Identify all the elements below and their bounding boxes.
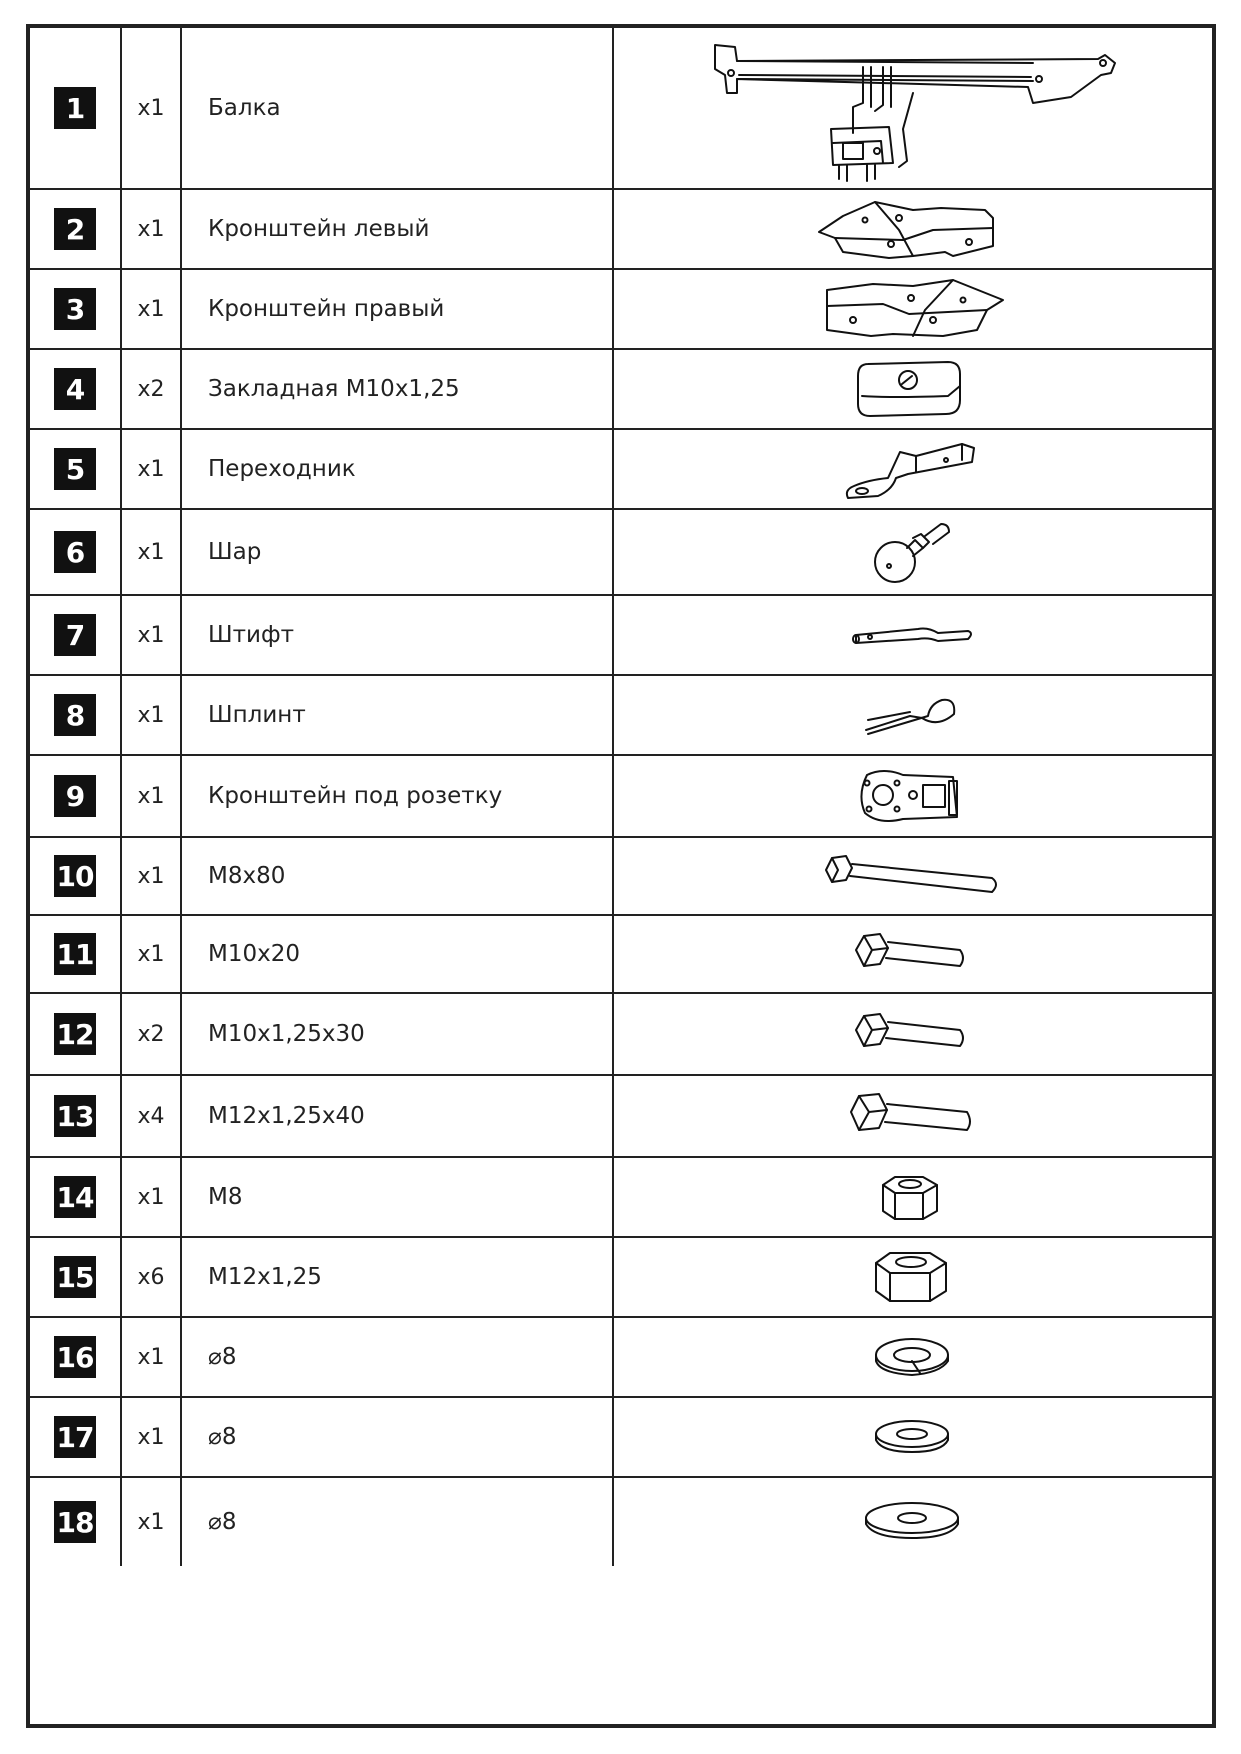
pin-icon [848, 615, 978, 655]
part-number: 16 [54, 1336, 96, 1378]
part-name: ⌀8 [182, 1318, 614, 1396]
part-number: 18 [54, 1501, 96, 1543]
tow-beam-icon [703, 33, 1123, 183]
part-name: М12х1,25х40 [182, 1076, 614, 1156]
part-number: 2 [54, 208, 96, 250]
long-bolt-icon [818, 846, 1008, 906]
table-row [30, 190, 1212, 270]
part-number: 15 [54, 1256, 96, 1298]
table-row [30, 1158, 1212, 1238]
part-quantity: x2 [122, 350, 182, 428]
table-row [30, 28, 1212, 190]
large-flat-washer-icon [858, 1494, 968, 1550]
left-bracket-icon [813, 194, 1013, 264]
part-quantity: x1 [122, 838, 182, 914]
tow-ball-icon [863, 514, 963, 590]
cotter-pin-icon [858, 690, 968, 740]
large-bolt-icon [843, 1084, 983, 1148]
part-name: Штифт [182, 596, 614, 674]
part-quantity: x1 [122, 430, 182, 508]
table-row [30, 510, 1212, 596]
bolt-icon [848, 1004, 978, 1064]
table-row [30, 350, 1212, 430]
large-hex-nut-icon [868, 1245, 958, 1309]
table-row [30, 838, 1212, 916]
table-row [30, 1478, 1212, 1728]
spring-washer-icon [868, 1329, 958, 1385]
parts-list-table [26, 24, 1216, 1728]
part-name: Балка [182, 28, 614, 188]
socket-bracket-icon [853, 761, 973, 831]
part-name: ⌀8 [182, 1478, 614, 1566]
part-quantity: x1 [122, 596, 182, 674]
part-quantity: x1 [122, 1158, 182, 1236]
table-row [30, 1238, 1212, 1318]
part-number: 4 [54, 368, 96, 410]
part-quantity: x4 [122, 1076, 182, 1156]
part-number: 11 [54, 933, 96, 975]
part-number: 13 [54, 1095, 96, 1137]
part-name: Кронштейн левый [182, 190, 614, 268]
table-row [30, 270, 1212, 350]
part-name: ⌀8 [182, 1398, 614, 1476]
part-quantity: x6 [122, 1238, 182, 1316]
part-number: 6 [54, 531, 96, 573]
table-row [30, 916, 1212, 994]
part-name: М10х20 [182, 916, 614, 992]
table-row [30, 994, 1212, 1076]
part-name: Шар [182, 510, 614, 594]
adapter-icon [838, 434, 988, 504]
part-number: 17 [54, 1416, 96, 1458]
part-quantity: x1 [122, 916, 182, 992]
table-row [30, 1076, 1212, 1158]
part-number: 9 [54, 775, 96, 817]
table-row [30, 676, 1212, 756]
part-number: 10 [54, 855, 96, 897]
hex-nut-icon [873, 1167, 953, 1227]
part-name: Кронштейн правый [182, 270, 614, 348]
table-row [30, 596, 1212, 676]
part-quantity: x1 [122, 756, 182, 836]
part-number: 7 [54, 614, 96, 656]
part-name: Закладная М10х1,25 [182, 350, 614, 428]
part-name: М8х80 [182, 838, 614, 914]
part-name: Переходник [182, 430, 614, 508]
part-name: Кронштейн под розетку [182, 756, 614, 836]
part-name: М12х1,25 [182, 1238, 614, 1316]
part-number: 3 [54, 288, 96, 330]
part-name: М10х1,25х30 [182, 994, 614, 1074]
table-row [30, 1318, 1212, 1398]
bolt-icon [848, 924, 978, 984]
part-quantity: x1 [122, 1318, 182, 1396]
insert-nut-plate-icon [848, 356, 978, 422]
part-number: 8 [54, 694, 96, 736]
part-quantity: x1 [122, 676, 182, 754]
part-quantity: x1 [122, 1398, 182, 1476]
part-quantity: x1 [122, 28, 182, 188]
part-number: 5 [54, 448, 96, 490]
table-row [30, 1398, 1212, 1478]
part-quantity: x1 [122, 190, 182, 268]
right-bracket-icon [813, 274, 1013, 344]
part-quantity: x2 [122, 994, 182, 1074]
part-quantity: x1 [122, 270, 182, 348]
flat-washer-icon [868, 1412, 958, 1462]
part-quantity: x1 [122, 1478, 182, 1566]
part-number: 14 [54, 1176, 96, 1218]
part-number: 1 [54, 87, 96, 129]
part-name: М8 [182, 1158, 614, 1236]
table-row [30, 756, 1212, 838]
part-name: Шплинт [182, 676, 614, 754]
part-quantity: x1 [122, 510, 182, 594]
table-row [30, 430, 1212, 510]
part-number: 12 [54, 1013, 96, 1055]
